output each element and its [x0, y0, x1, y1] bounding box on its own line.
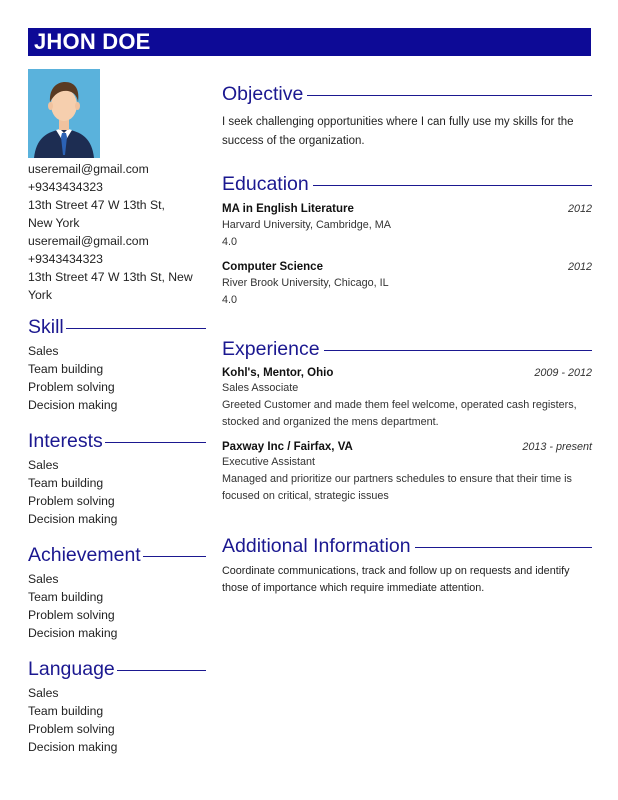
- sidebar: [28, 69, 206, 304]
- list-item: Decision making: [28, 740, 118, 754]
- language-list: [28, 684, 206, 756]
- objective-text: I seek challenging opportunities where I can fully use my skills for the success of the organization.: [222, 116, 574, 147]
- experience-section: [222, 336, 592, 505]
- list-item: Problem solving: [28, 722, 115, 736]
- education-entry: [222, 261, 592, 309]
- skill-section: [28, 314, 206, 414]
- list-item: Decision making: [28, 626, 118, 640]
- divider: [307, 95, 592, 97]
- divider: [117, 670, 206, 672]
- language-section: [28, 656, 206, 756]
- profile-photo: [28, 69, 100, 158]
- divider: [66, 328, 206, 330]
- list-item: Problem solving: [28, 380, 115, 394]
- section-title: Interests: [28, 430, 103, 452]
- section-title: Experience: [222, 338, 320, 360]
- list-item: Sales: [28, 572, 59, 586]
- achievement-section: [28, 542, 206, 642]
- section-heading: [222, 171, 592, 197]
- list-item: Team building: [28, 362, 104, 376]
- section-heading: [28, 314, 206, 340]
- additional-info-text: Coordinate communications, track and follow up on requests and identify those of importance which require immediate attention.: [222, 565, 570, 594]
- gpa: 4.0: [222, 236, 238, 248]
- divider: [415, 547, 592, 549]
- phone[interactable]: +9343434323: [28, 180, 103, 194]
- list-item: Decision making: [28, 398, 118, 412]
- experience-entry: [222, 367, 592, 431]
- divider: [324, 350, 592, 352]
- section-heading: [222, 533, 592, 559]
- dates: 2013 - present: [522, 441, 592, 453]
- education-section: [222, 171, 592, 309]
- degree: MA in English Literature: [222, 203, 354, 215]
- education-entry: [222, 203, 592, 251]
- degree: Computer Science: [222, 261, 323, 273]
- role: Executive Assistant: [222, 456, 316, 468]
- list-item: Sales: [28, 344, 59, 358]
- section-heading: [222, 336, 592, 362]
- dates: 2009 - 2012: [534, 367, 592, 379]
- divider: [105, 442, 206, 444]
- company: Kohl's, Mentor, Ohio: [222, 367, 334, 379]
- year: 2012: [567, 261, 592, 273]
- list-item: Team building: [28, 590, 104, 604]
- year: 2012: [567, 203, 592, 215]
- list-item: Team building: [28, 476, 104, 490]
- experience-entry: [222, 441, 592, 505]
- section-heading: [28, 656, 206, 682]
- contact-info: [28, 160, 206, 304]
- additional-info-section: [222, 533, 592, 597]
- section-title: Skill: [28, 316, 64, 338]
- name-header: JHON DOE: [28, 28, 591, 56]
- email[interactable]: useremail@gmail.com: [28, 234, 149, 248]
- objective-section: [222, 81, 592, 151]
- gpa: 4.0: [222, 294, 238, 306]
- section-title: Language: [28, 658, 115, 680]
- list-item: Team building: [28, 704, 104, 718]
- list-item: Decision making: [28, 512, 118, 526]
- company: Paxway Inc / Fairfax, VA: [222, 441, 353, 453]
- section-title: Objective: [222, 83, 304, 105]
- role: Sales Associate: [222, 382, 299, 394]
- section-heading: [28, 428, 206, 454]
- divider: [143, 556, 206, 558]
- section-heading: [28, 542, 206, 568]
- list-item: Problem solving: [28, 494, 115, 508]
- address: 13th Street 47 W 13th St, New York: [28, 198, 165, 230]
- section-title: Achievement: [28, 544, 141, 566]
- interests-list: [28, 456, 206, 528]
- section-title: Additional Information: [222, 535, 411, 557]
- description: Managed and prioritize our partners schedules to ensure that their time is focused on critical, strategic issues: [222, 473, 572, 502]
- list-item: Sales: [28, 458, 59, 472]
- phone[interactable]: +9343434323: [28, 252, 103, 266]
- section-heading: [222, 81, 592, 107]
- school: River Brook University, Chicago, IL: [222, 277, 389, 289]
- achievement-list: [28, 570, 206, 642]
- list-item: Sales: [28, 686, 59, 700]
- description: Greeted Customer and made them feel welcome, operated cash registers, stocked and organized the mens department.: [222, 399, 577, 428]
- avatar-icon: [28, 69, 100, 158]
- skill-list: [28, 342, 206, 414]
- address: 13th Street 47 W 13th St, New York: [28, 270, 193, 302]
- interests-section: [28, 428, 206, 528]
- list-item: Problem solving: [28, 608, 115, 622]
- section-title: Education: [222, 173, 309, 195]
- divider: [313, 185, 592, 187]
- school: Harvard University, Cambridge, MA: [222, 219, 391, 231]
- email[interactable]: useremail@gmail.com: [28, 162, 149, 176]
